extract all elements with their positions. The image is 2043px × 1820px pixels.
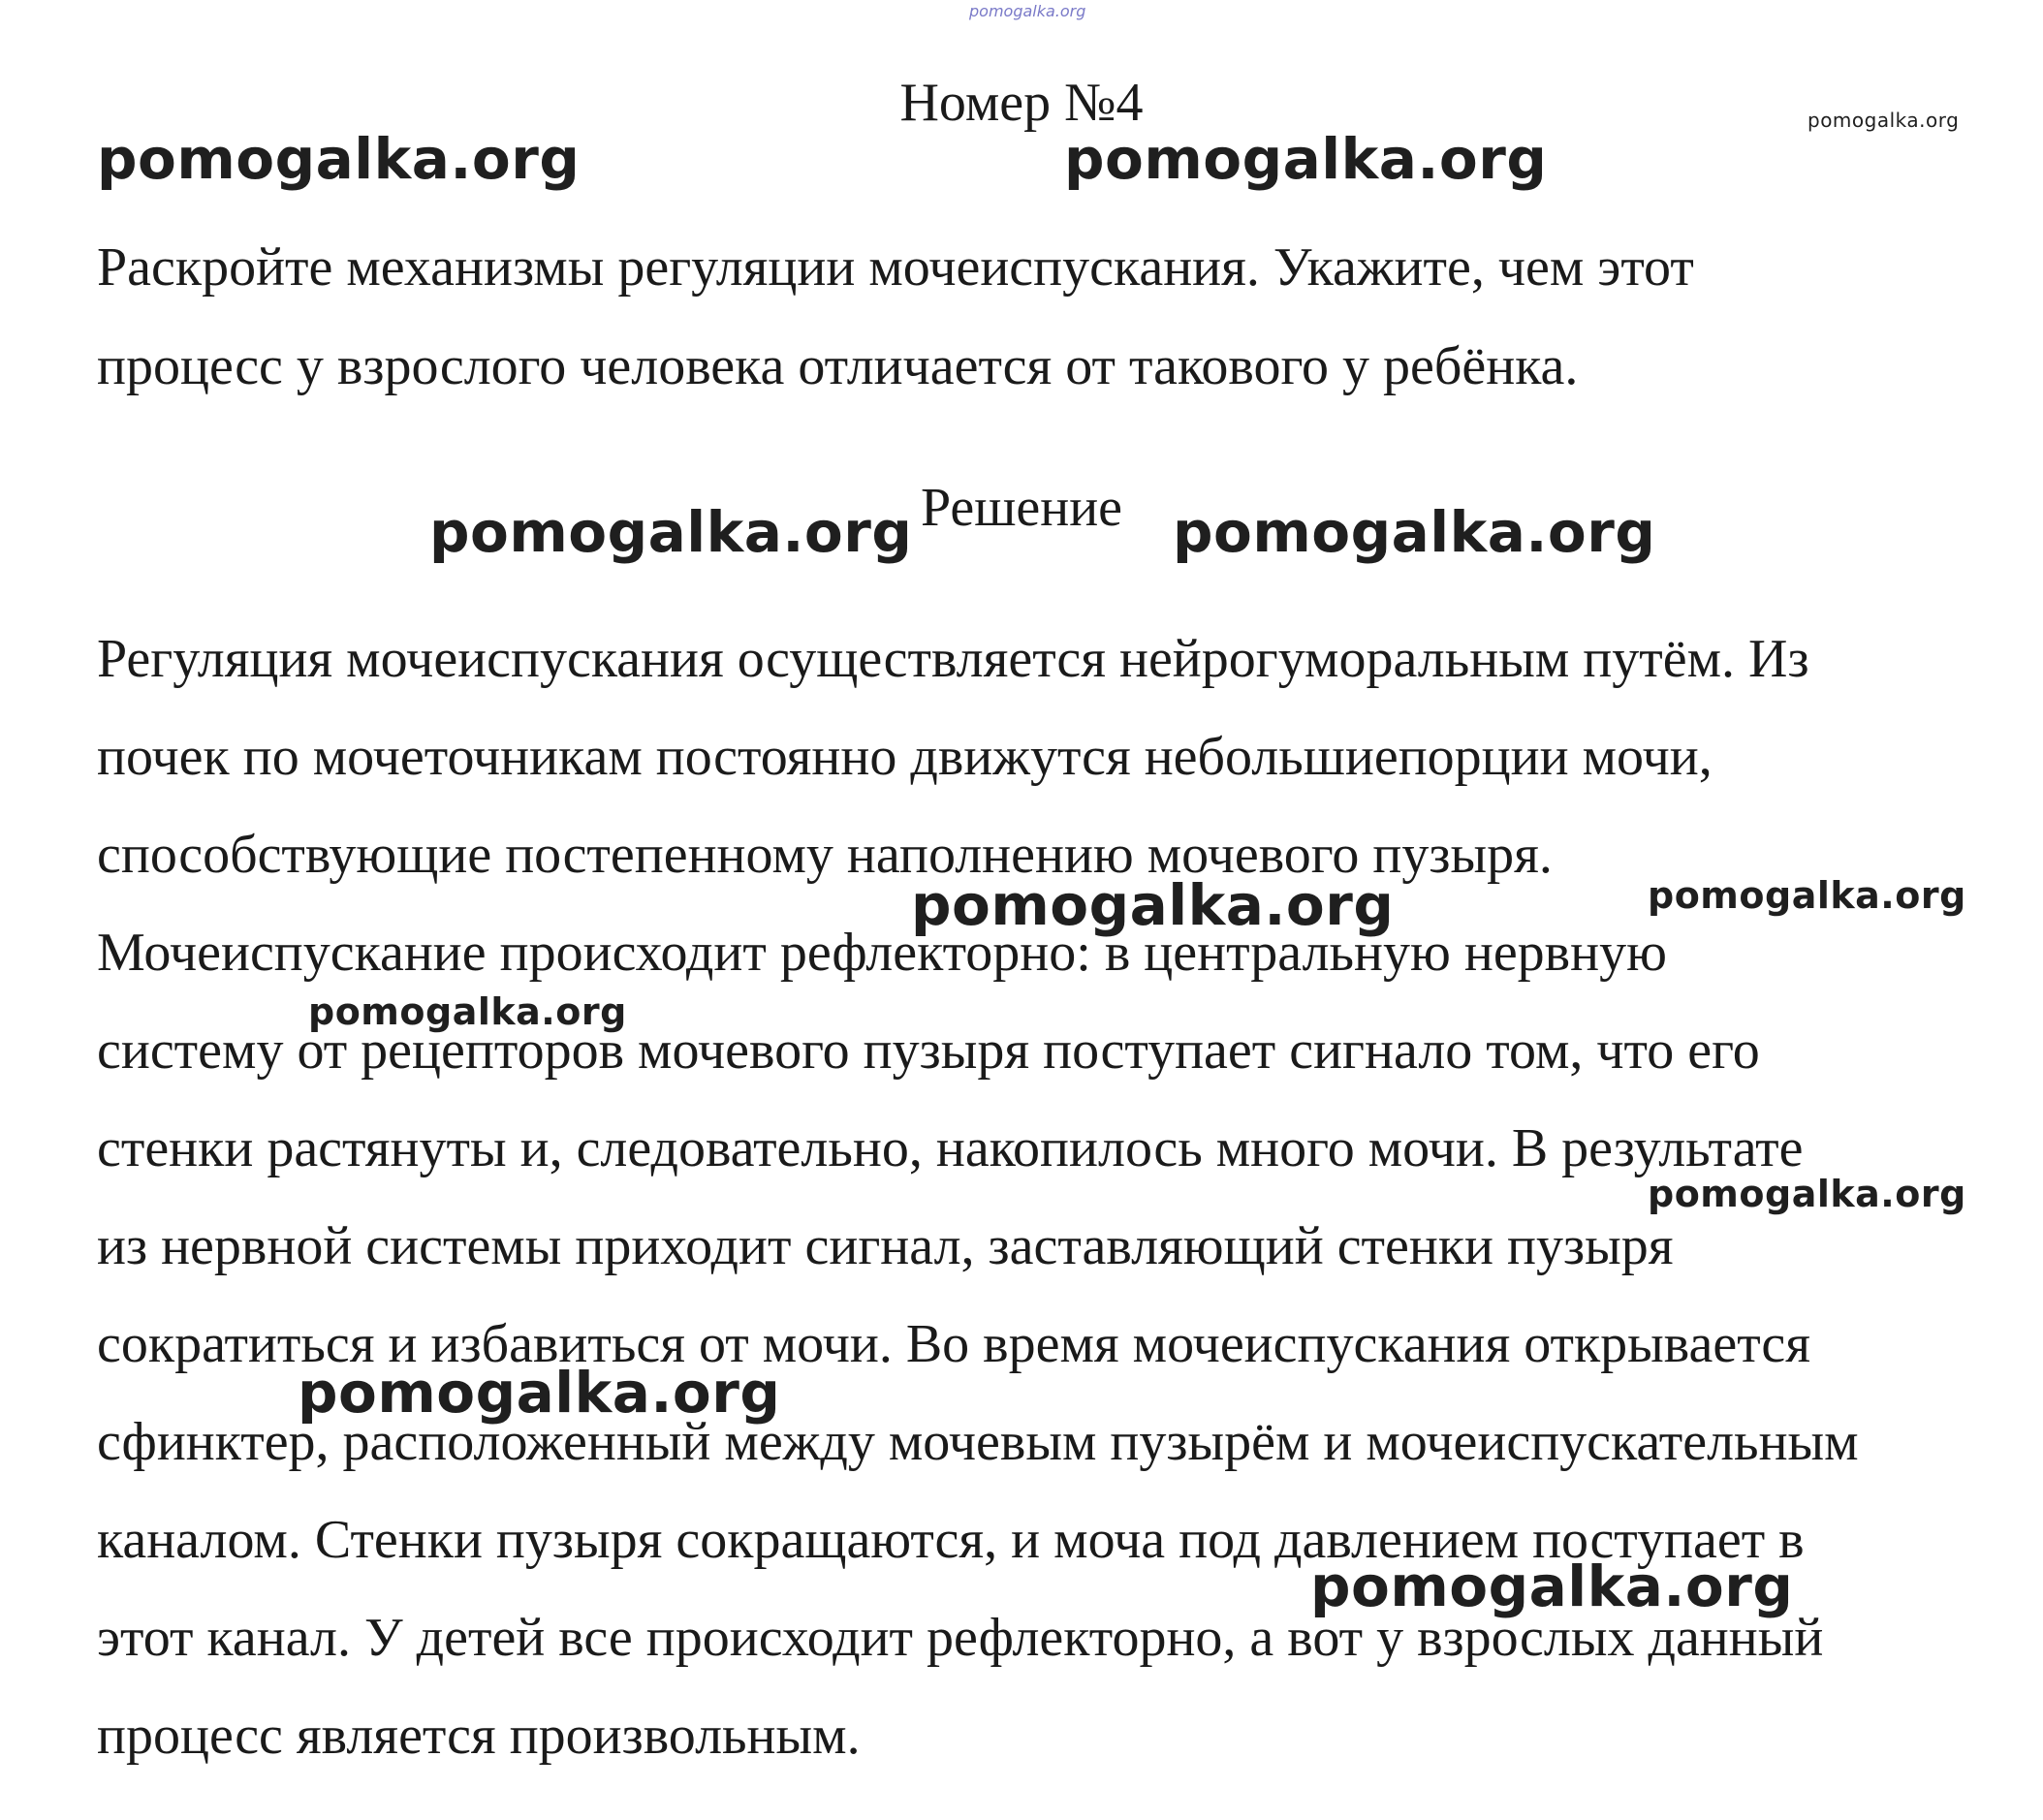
watermark: pomogalka.org — [1064, 126, 1548, 192]
watermark: pomogalka.org — [911, 872, 1395, 938]
solution-line: почек по мочеточникам постоянно движутся небольшиепорции мочи, — [97, 727, 1713, 787]
watermark: pomogalka.org — [298, 1360, 781, 1426]
top-watermark: pomogalka.org — [969, 2, 1086, 20]
solution-line: сфинктер, расположенный между мочевым пузырём и мочеиспускательным — [97, 1412, 1859, 1472]
solution-line: систему от рецепторов мочевого пузыря поступает сигнало том, что его — [97, 1020, 1760, 1081]
watermark: pomogalka.org — [97, 126, 581, 192]
question-text — [97, 218, 1987, 416]
watermark: pomogalka.org — [1648, 1173, 1966, 1215]
solution-line: процесс является произвольным. — [97, 1706, 861, 1766]
solution-line: стенки растянуты и, следовательно, накопилось много мочи. В результате — [97, 1118, 1804, 1178]
solution-line: сократиться и избавиться от мочи. Во время мочеиспускания открывается — [97, 1314, 1810, 1374]
watermark: pomogalka.org — [1807, 109, 1960, 132]
question-line: Раскройте механизмы регуляции мочеиспускания. Укажите, чем этот — [97, 237, 1694, 298]
solution-line: каналом. Стенки пузыря сокращаются, и моча под давлением поступает в — [97, 1510, 1805, 1570]
solution-line: Мочеиспускание происходит рефлекторно: в центральную нервную — [97, 923, 1667, 983]
solution-line: из нервной системы приходит сигнал, заставляющий стенки пузыря — [97, 1216, 1674, 1276]
solution-line: способствующие постепенному наполнению мочевого пузыря. — [97, 825, 1553, 885]
watermark: pomogalka.org — [308, 990, 627, 1033]
watermark: pomogalka.org — [1648, 874, 1966, 917]
solution-line: этот канал. У детей все происходит рефлекторно, а вот у взрослых данный — [97, 1608, 1824, 1668]
watermark: pomogalka.org — [1173, 499, 1656, 565]
question-line: процесс у взрослого человека отличается от такового у ребёнка. — [97, 336, 1579, 396]
watermark: pomogalka.org — [1310, 1553, 1794, 1619]
solution-heading: Решение — [920, 478, 1123, 538]
page-title: Номер №4 — [899, 73, 1144, 133]
solution-line: Регуляция мочеиспускания осуществляется нейрогуморальным путём. Из — [97, 629, 1809, 689]
watermark: pomogalka.org — [429, 499, 913, 565]
